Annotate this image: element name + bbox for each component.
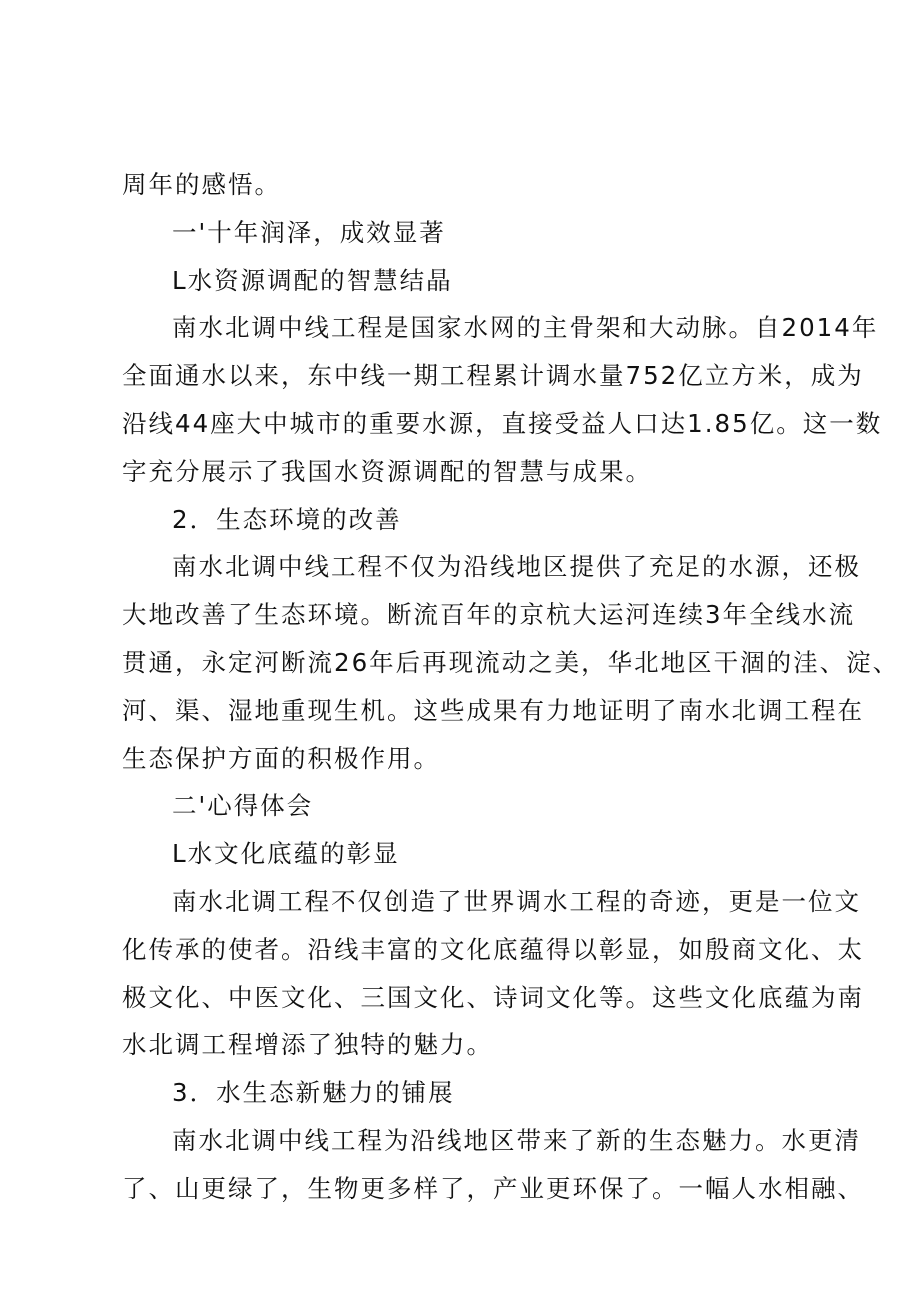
subheading-2-3: 3．水生态新魅力的铺展 xyxy=(172,1078,455,1108)
paragraph-line: 南水北调中线工程为沿线地区带来了新的生态魅力。水更清 xyxy=(172,1125,861,1155)
paragraph-line: 水北调工程增添了独特的魅力。 xyxy=(122,1030,493,1060)
paragraph-line: 大地改善了生态环境。断流百年的京杭大运河连续3年全线水流 xyxy=(122,600,856,630)
subheading-1-1: L水资源调配的智慧结晶 xyxy=(172,265,453,295)
paragraph-line: 河、渠、湿地重现生机。这些成果有力地证明了南水北调工程在 xyxy=(122,695,864,725)
paragraph-line: 极文化、中医文化、三国文化、诗词文化等。这些文化底蕴为南 xyxy=(122,982,864,1012)
paragraph-line: 南水北调中线工程不仅为沿线地区提供了充足的水源，还极 xyxy=(172,552,861,582)
paragraph-line: 南水北调工程不仅创造了世界调水工程的奇迹，更是一位文 xyxy=(172,886,861,916)
paragraph-line: 生态保护方面的积极作用。 xyxy=(122,743,440,773)
section-heading-2: 二'心得体会 xyxy=(172,791,314,821)
paragraph-line: 沿线44座大中城市的重要水源，直接受益人口达1.85亿。这一数 xyxy=(122,408,883,438)
paragraph-line: 南水北调中线工程是国家水网的主骨架和大动脉。自2014年 xyxy=(172,313,879,343)
document-body xyxy=(122,161,900,1213)
paragraph-line: 字充分展示了我国水资源调配的智慧与成果。 xyxy=(122,456,652,486)
section-heading-1: 一'十年润泽，成效显著 xyxy=(172,217,446,247)
paragraph-line: 了、山更绿了，生物更多样了，产业更环保了。一幅人水相融、 xyxy=(122,1173,864,1203)
paragraph-line: 全面通水以来，东中线一期工程累计调水量752亿立方米，成为 xyxy=(122,361,864,391)
text-line-continuation: 周年的感悟。 xyxy=(122,170,281,199)
subheading-2-1: L水文化底蕴的彰显 xyxy=(172,839,400,869)
subheading-1-2: 2．生态环境的改善 xyxy=(172,504,402,534)
paragraph-line: 化传承的使者。沿线丰富的文化底蕴得以彰显，如殷商文化、太 xyxy=(122,934,864,964)
paragraph-line: 贯通，永定河断流26年后再现流动之美，华北地区干涸的洼、淀、 xyxy=(122,647,900,677)
